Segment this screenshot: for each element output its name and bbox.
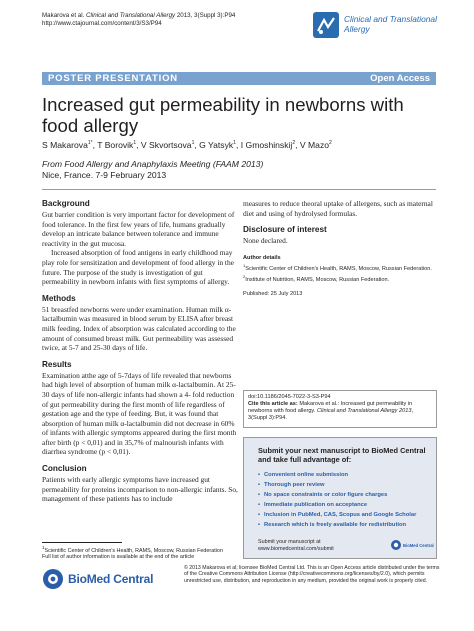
submit-url[interactable]: www.biomedcentral.com/submit	[258, 545, 334, 552]
footnote	[42, 545, 238, 561]
biomed-central-logo	[42, 568, 172, 590]
citation-journal: Clinical and Translational Allergy	[86, 12, 176, 19]
conclusion-continuation: measures to reduce theoral uptake of allergens, such as maternal diet and using of hydrolysed formulas.	[243, 199, 433, 218]
meeting-line2: Nice, France. 7-9 February 2013	[42, 170, 167, 180]
affiliation-2	[243, 273, 437, 284]
promo-item: • No space constraints or color figure charges	[258, 492, 387, 499]
affiliation-1-text: Scientific Center of Children's Health, RAMS, Moscow, Russian Federation.	[245, 265, 432, 272]
submission-promo-box	[243, 437, 437, 559]
disclosure-text: None declared.	[243, 236, 288, 246]
affiliation-1-sup: 1	[243, 262, 246, 268]
author-details-heading: Author details	[243, 254, 281, 261]
header-divider	[42, 189, 436, 190]
citation-rest: 2013, 3(Suppl 3):P94	[176, 12, 236, 19]
promo-item: • Inclusion in PubMed, CAS, Scopus and Google Scholar	[258, 512, 416, 519]
submit-info	[258, 539, 334, 552]
disclosure-heading: Disclosure of interest	[243, 225, 327, 235]
doi-text[interactable]: doi:10.1186/2045-7022-3-S3-P94	[248, 394, 331, 400]
author-name: V Skvortsova	[140, 140, 192, 150]
author-sup: 2	[292, 140, 296, 147]
author-name: V Mazo	[299, 140, 330, 150]
author-sup: 1	[191, 140, 195, 147]
cite-label: Cite this article as:	[248, 401, 298, 407]
article-url[interactable]: http://www.ctajournal.com/content/3/S3/P94	[42, 20, 162, 28]
banner-open-access: Open Access	[370, 73, 430, 84]
conclusion-paragraph: Patients with early allergic symptoms have increased gut permeability for proteins incomparison to non-allergic infants. So, management of these patients has to include	[42, 475, 238, 504]
author-sup: 1*	[87, 140, 93, 147]
citation-header	[42, 12, 235, 28]
cite-text: Makarova et al.: Increased gut permeability in newborns with food allergy.	[248, 401, 413, 414]
promo-item: • Thorough peer review	[258, 482, 325, 489]
footnote-line2: Full list of author information is available at the end of the article	[42, 554, 195, 561]
footnote-line1: Scientific Center of Children's Health, RAMS, Moscow, Russian Federation	[44, 547, 223, 554]
footnote-sup: 1	[42, 545, 45, 550]
cite-volume: 3(Suppl 3):P94.	[248, 415, 287, 421]
journal-name-line2: Allergy	[344, 24, 370, 34]
author-name: G Yatsyk	[199, 140, 234, 150]
affiliation-2-text: Institute of Nutrition, RAMS, Moscow, Russian Federation.	[245, 276, 390, 283]
cite-journal: Clinical and Translational Allergy 2013	[316, 408, 412, 414]
biomed-central-mini-logo-icon	[390, 537, 434, 553]
background-paragraph-1: Gut barrier condition is very important factor for development of food tolerance. In the first few years of life, humans gradually develop an intricate balance between tolerance and immune reactivity in the gut mucosa.	[42, 210, 235, 248]
results-heading: Results	[42, 359, 72, 369]
author-sup: 1	[133, 140, 137, 147]
license-text: © 2013 Makarova et al; licensee BioMed Central Ltd. This is an Open Access article distributed under the terms of the Creative Commons Attribution License (http://creativecommons.org/licenses/by/2.0), which permits unrestricted use, distribution, and reproduction in any medium, provided the original work is properly cited.	[184, 565, 440, 584]
submit-line1: Submit your manuscript at	[258, 539, 321, 545]
affiliation-2-sup: 2	[243, 273, 246, 279]
author-sup: 2	[329, 140, 332, 147]
author-name: T Borovik	[97, 140, 134, 150]
journal-logo	[312, 10, 440, 44]
author-name: S Makarova	[42, 140, 88, 150]
journal-logo-icon	[312, 11, 340, 39]
section-banner	[42, 72, 436, 85]
biomed-central-logo-icon	[42, 568, 64, 590]
background-heading: Background	[42, 199, 90, 208]
article-title: Increased gut permeability in newborns with food allergy	[42, 94, 404, 136]
meeting-line1: From Food Allergy and Anaphylaxis Meeting (FAAM 2013)	[42, 159, 264, 169]
banner-poster-presentation: POSTER PRESENTATION	[48, 73, 178, 84]
affiliation-1	[243, 262, 437, 273]
meeting-info	[42, 159, 263, 181]
promo-heading: Submit your next manuscript to BioMed Central and take full advantage of:	[258, 446, 426, 465]
biomed-central-name: BioMed Central	[68, 572, 154, 586]
journal-name-line1: Clinical and Translational	[344, 14, 437, 24]
author-sup: 1	[233, 140, 236, 147]
background-paragraph-2: Increased absorption of food antigens in early childhood may play role for sensitization and development of food allergy in the future. The purpose of the study is investigation of gut permeability in newborn infants with first symptoms of allergy.	[42, 248, 234, 287]
promo-item: • Convenient online submission	[258, 472, 348, 479]
footnote-divider	[42, 542, 122, 543]
results-paragraph: Examination atthe age of 5-7days of life revealed that newborns had high level of absorption of human milk α-lactalbumin. At 25-30 days of life non-allergic infants had shown a 4- fold reduction of gut permeability during the first month of life regardless of gestation age and the type of feeding. But, it was found that absorption of human milk α-lactalbumin did not decrease in 60% of infants with allergic symptoms appeared during the first month after birth (p < 0,01) and in 35,7% of malnourish infants with diarrhea syndrome (p < 0,01).	[42, 370, 237, 457]
methods-paragraph: 51 breastfed newborns were under examination. Human milk α-lactalbumin was measured in blood serum by ELISA after breast milk feeding. Index of absorption was calculated according to the amount of consumed breast milk. Gut permeability was assessed twice, at 5-7 and 25-30 days of life.	[42, 304, 236, 353]
citation-authors: Makarova et al.	[42, 12, 85, 19]
right-column	[243, 199, 437, 298]
methods-heading: Methods	[42, 293, 76, 303]
author-list: S Makarova$^{1*}$, T Borovik$^1$, V Skvortsova$^1$, G Yatsyk$^1$, I Gmoshinskij$^2$, V Mazo$^2$	[42, 140, 332, 150]
left-column	[42, 199, 238, 504]
conclusion-heading: Conclusion	[42, 464, 87, 474]
promo-item: • Immediate publication on acceptance	[258, 502, 367, 509]
citation-box: doi:10.1186/2045-7022-3-S3-P94 Cite this article as: Makarova et al.: Increased gut permeability in newborns with food allergy. Clinical and Translational Allergy 2013, 3(Suppl 3):P94.	[243, 390, 437, 428]
promo-item: • Research which is freely available for redistribution	[258, 522, 406, 529]
mini-logo-text: BioMed Central	[403, 543, 434, 548]
author-name: I Gmoshinskij	[240, 140, 293, 150]
published-date: Published: 25 July 2013	[243, 290, 303, 297]
